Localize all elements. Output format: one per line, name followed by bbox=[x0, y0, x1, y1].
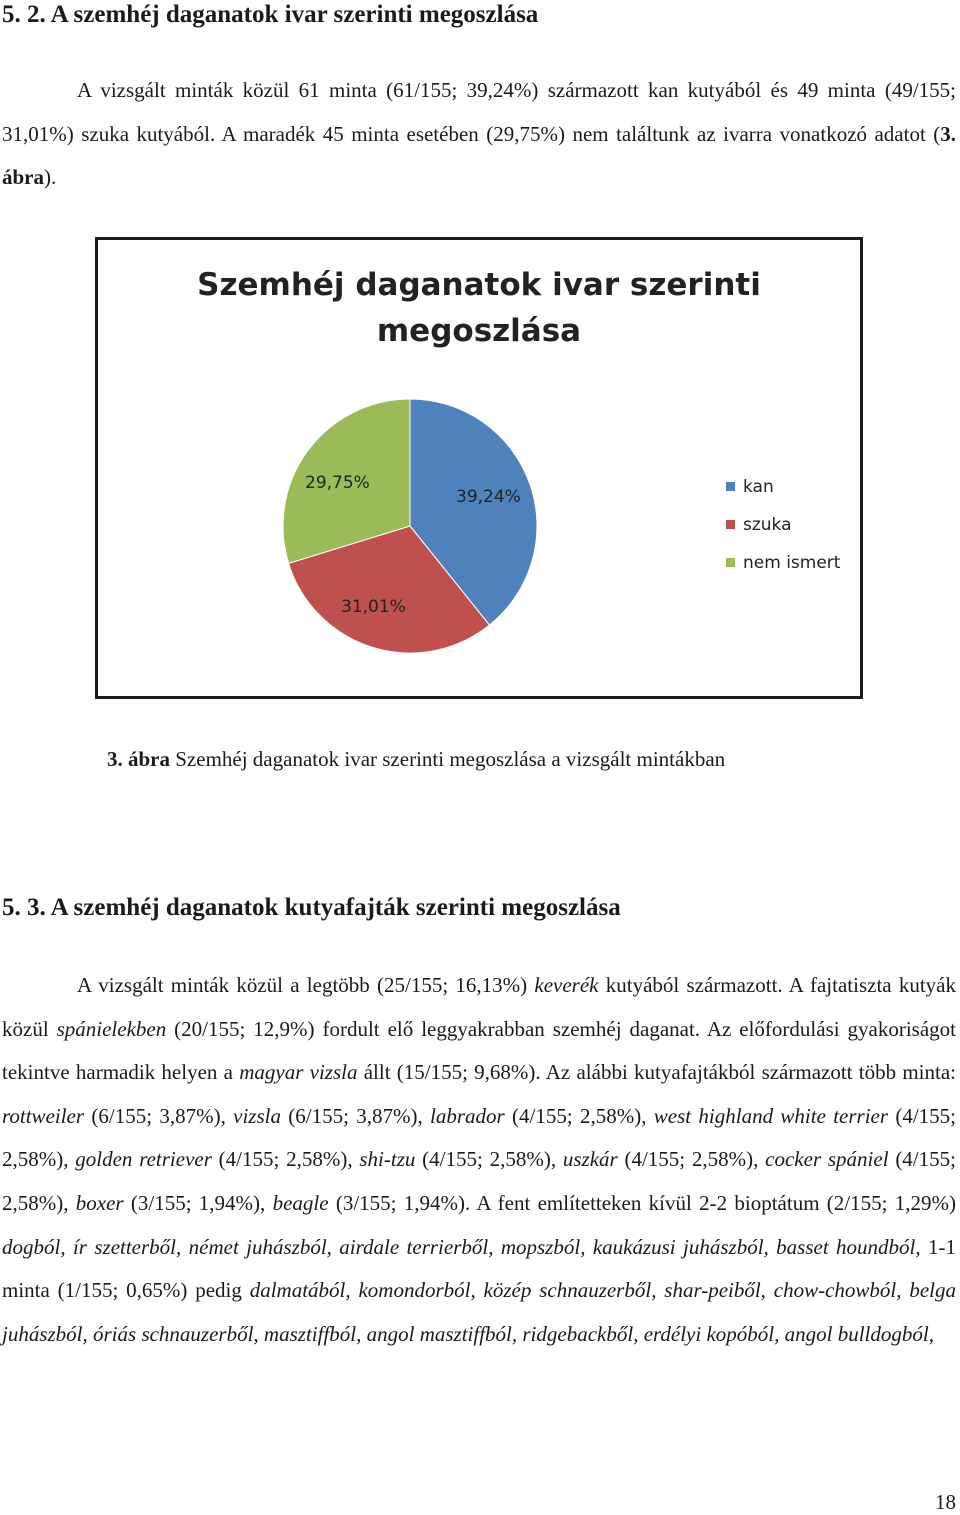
breed-name: magyar vizsla bbox=[239, 1060, 358, 1085]
chart-title-line: Szemhéj daganatok ivar szerinti bbox=[197, 267, 761, 303]
paragraph-text: (6/155; 3,87%), bbox=[84, 1103, 234, 1128]
legend-swatch bbox=[726, 520, 735, 529]
figure-caption bbox=[107, 744, 725, 774]
pie-chart-frame bbox=[95, 237, 863, 699]
breed-name: shi-tzu bbox=[359, 1147, 416, 1172]
breed-name: rottweiler bbox=[2, 1103, 85, 1128]
pie-data-label: 39,24% bbox=[456, 487, 521, 507]
paragraph-text: A vizsgált minták közül a legtöbb (25/155; 16,13%) bbox=[77, 973, 535, 997]
paragraph-text: (4/155; 2,58%), bbox=[211, 1147, 360, 1172]
paragraph-text: állt (15/155; 9,68%). Az alábbi kutyafajtákból származott több minta: bbox=[357, 1060, 956, 1085]
breed-name: labrador bbox=[430, 1103, 505, 1128]
breed-name: dalmatából, komondorból, közép schnauzerből, shar-peiből, chow-chowból, belga juhászból, óriás schnauzerből, masztiffból, angol masztiffból, ridgebackből, erdélyi kopóból, angol bulldogból, bbox=[2, 1278, 956, 1346]
paragraph-text: (4/155; 2,58%), bbox=[617, 1147, 766, 1172]
pie-data-label: 31,01% bbox=[341, 597, 406, 617]
paragraph-text: (4/155; 2,58%), bbox=[415, 1147, 563, 1172]
legend-swatch bbox=[726, 482, 735, 491]
paragraph-text: (6/155; 3,87%), bbox=[280, 1103, 431, 1128]
paragraph-text: (4/155; 2,58%), bbox=[2, 1103, 956, 1172]
paragraph-text: A vizsgált minták közül 61 minta (61/155; 39,24%) származott kan kutyából és 49 minta (49/155; 31,01%) szuka kutyából. A maradék 45 minta esetében (29,75%) nem találtunk az ivarra vonatkozó adatot ( bbox=[2, 78, 956, 146]
breed-name: vizsla bbox=[233, 1103, 281, 1128]
paragraph-text: (3/155; 1,94%). A fent említetteken kívül 2-2 bioptátum (2/155; 1,29%) bbox=[328, 1190, 956, 1215]
breed-name: boxer bbox=[75, 1190, 124, 1215]
paragraph-text: (3/155; 1,94%), bbox=[123, 1190, 273, 1215]
legend-label: nem ismert bbox=[743, 553, 841, 573]
legend-label: kan bbox=[743, 477, 774, 497]
breed-name: spánielekben bbox=[56, 1016, 167, 1041]
breed-name: cocker spániel bbox=[765, 1147, 889, 1172]
breed-name: west highland white terrier bbox=[653, 1103, 889, 1128]
paragraph-text: (4/155; 2,58%), bbox=[504, 1103, 654, 1128]
breed-name: keverék bbox=[534, 973, 599, 997]
breed-name: beagle bbox=[272, 1190, 329, 1215]
paragraph-breed-distribution bbox=[2, 964, 956, 1356]
paragraph-text: , 1-1 minta (1/155; 0,65%) pedig bbox=[2, 1234, 956, 1303]
breed-name: golden retriever bbox=[75, 1147, 212, 1172]
breed-name: dogból, ír szetterből, német juhászból, airdale terrierből, mopszból, kaukázusi juhászból, basset houndból bbox=[2, 1234, 916, 1259]
paragraph-text: (4/155; 2,58%), bbox=[2, 1147, 956, 1215]
legend-label: szuka bbox=[743, 515, 792, 535]
pie-chart bbox=[98, 240, 860, 696]
section-heading-breed-distribution: 5. 3. A szemhéj daganatok kutyafajták szerinti megoszlása bbox=[2, 894, 621, 921]
legend-swatch bbox=[726, 558, 735, 567]
figure-reference[interactable]: 3. ábra bbox=[2, 121, 956, 190]
pie-data-label: 29,75% bbox=[305, 473, 370, 493]
chart-title-line: megoszlása bbox=[376, 313, 582, 349]
paragraph-text: (20/155; 12,9%) fordult elő leggyakrabban szemhéj daganat. Az előfordulási gyakoriságot tekintve harmadik helyen a bbox=[2, 1016, 957, 1085]
breed-name: uszkár bbox=[562, 1147, 618, 1172]
figure-caption-text: Szemhéj daganatok ivar szerinti megoszlása a vizsgált mintákban bbox=[170, 747, 726, 771]
paragraph-text-end: ). bbox=[44, 165, 57, 190]
page-number: 18 bbox=[935, 1490, 956, 1514]
paragraph-sex-distribution bbox=[2, 69, 956, 200]
section-heading-sex-distribution: 5. 2. A szemhéj daganatok ivar szerinti megoszlása bbox=[2, 1, 539, 28]
figure-number: 3. ábra bbox=[107, 747, 170, 771]
paragraph-text: kutyából származott. A fajtatiszta kutyák közül bbox=[2, 973, 956, 1041]
